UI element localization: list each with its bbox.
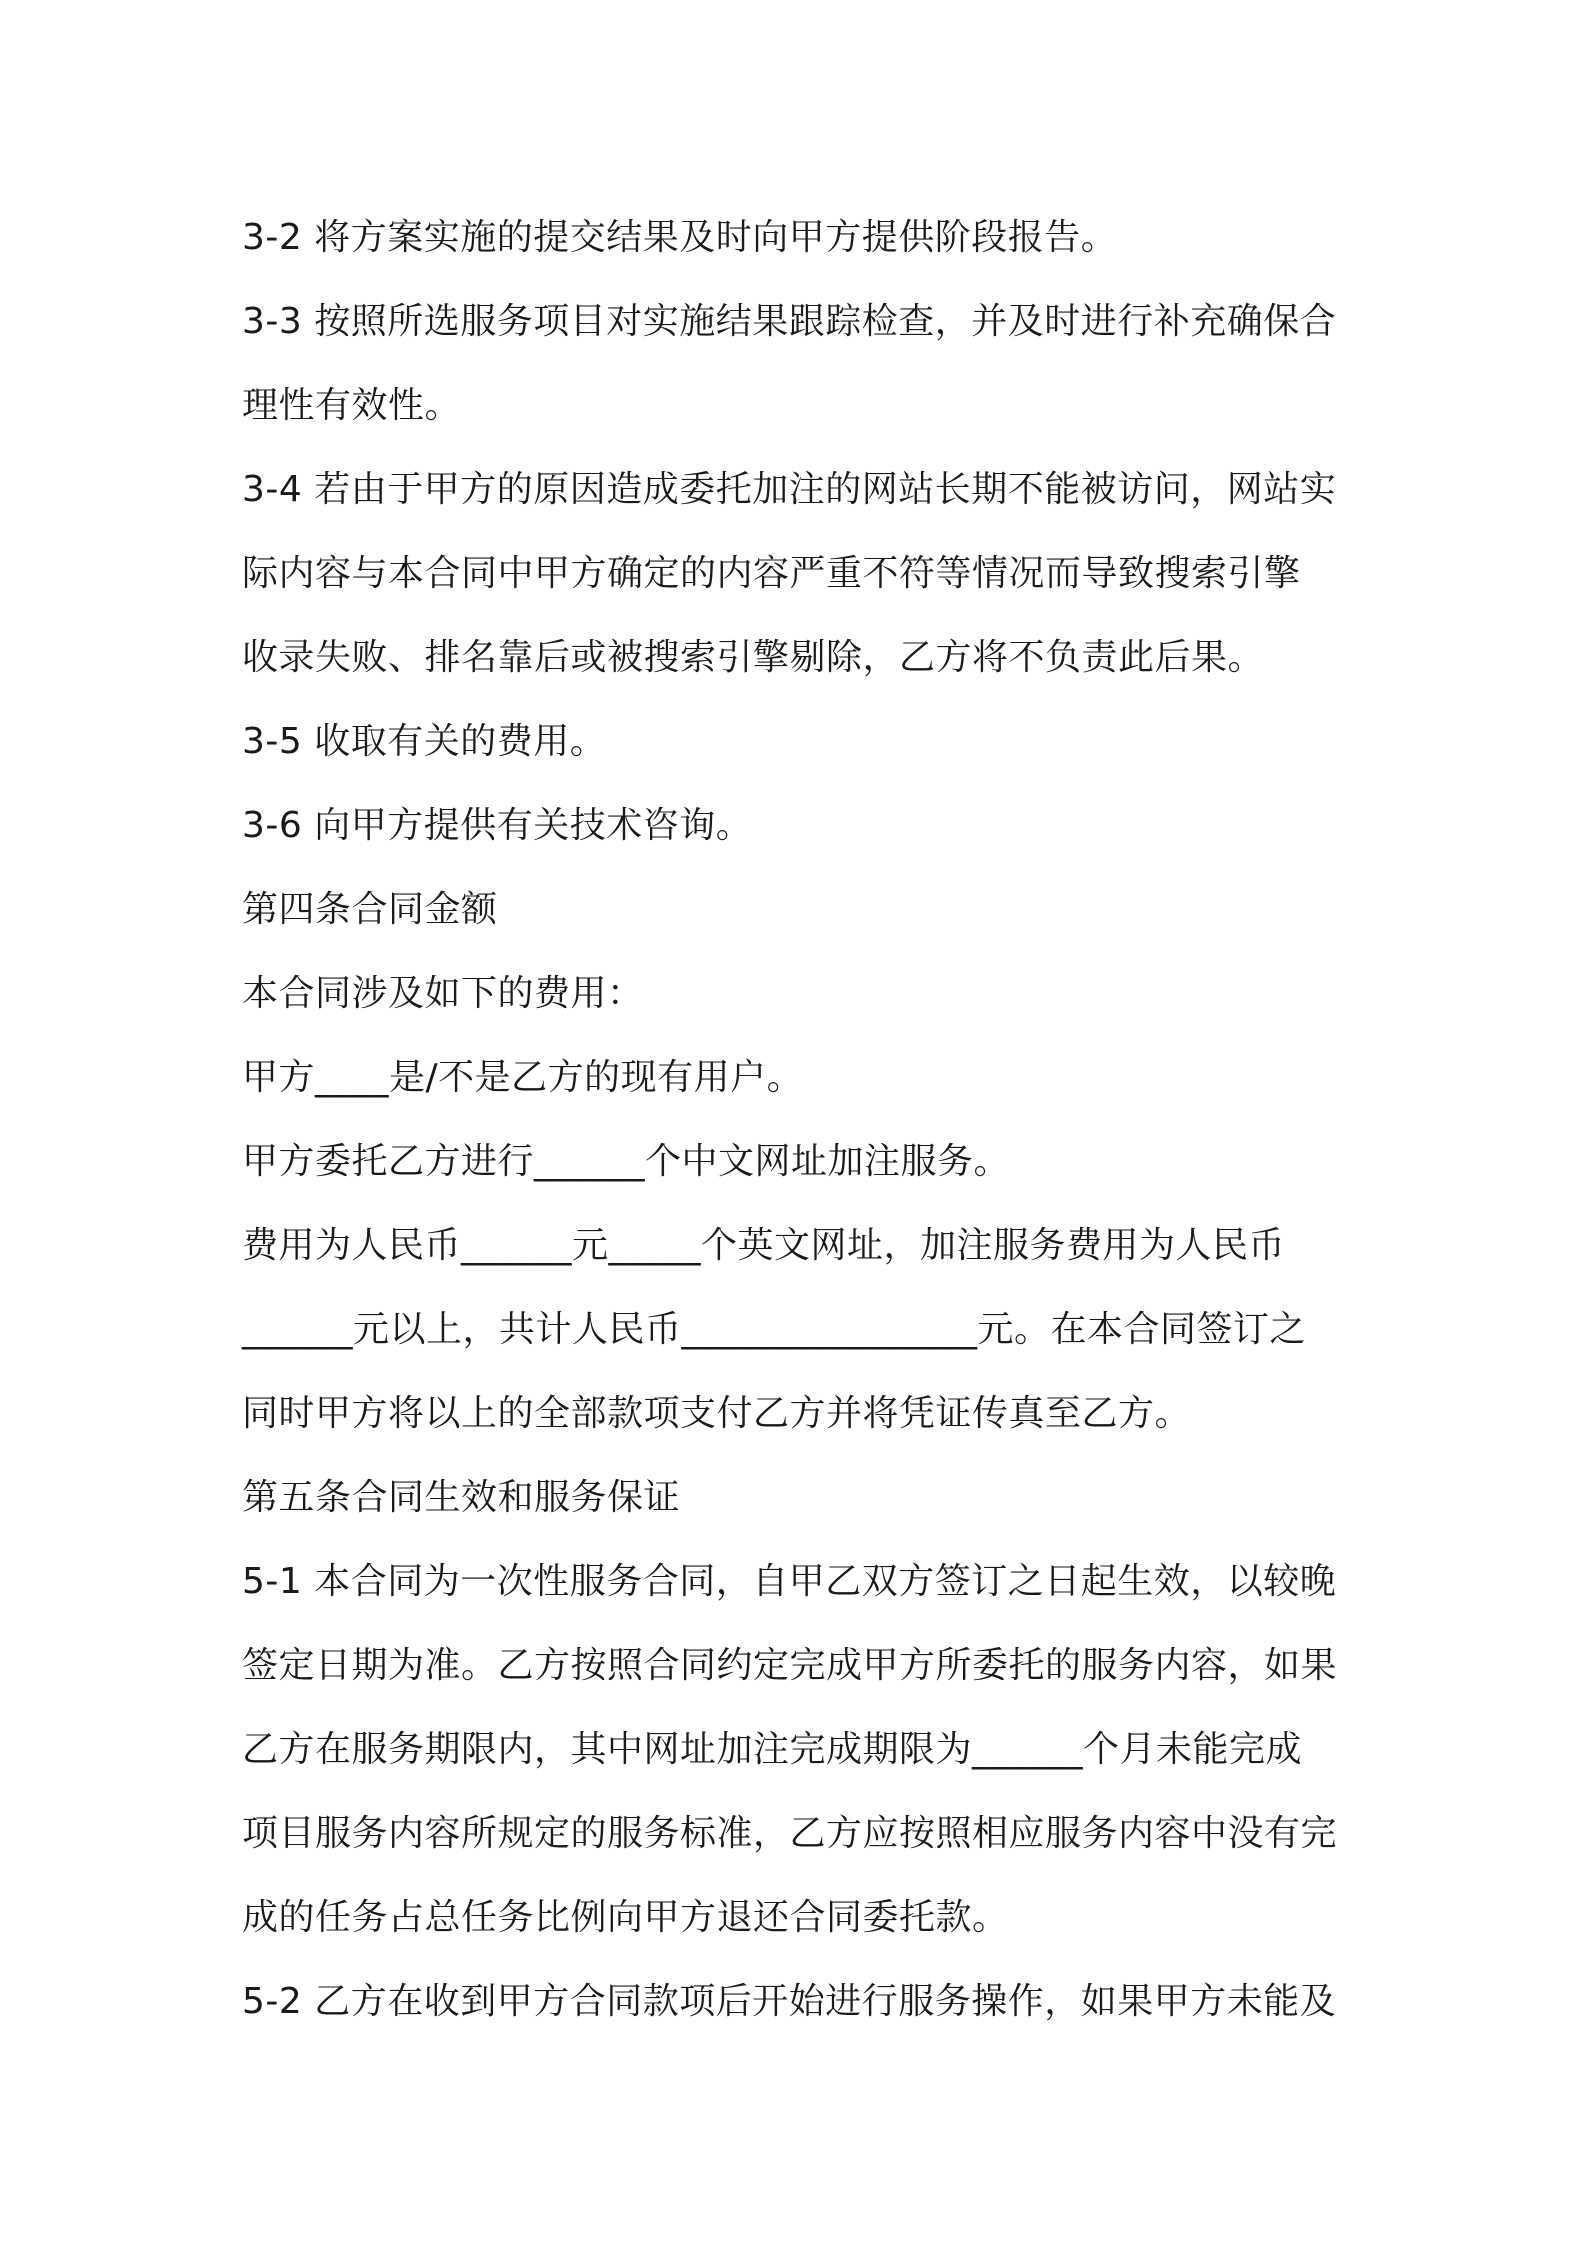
document-body — [242, 196, 1362, 2044]
clause-3-6: 3-6 向甲方提供有关技术咨询。 — [242, 805, 753, 846]
section-heading-5: 第五条合同生效和服务保证 — [242, 1477, 681, 1518]
clause-3-4-cont: 际内容与本合同中甲方确定的内容严重不符等情况而导致搜索引擎 — [242, 553, 1301, 594]
paragraph-fee-amount-cont: ______元以上，共计人民币________________元。在本合同签订之 — [242, 1309, 1307, 1350]
clause-5-1-cont: 乙方在服务期限内，其中网址加注完成期限为______个月未能完成 — [242, 1729, 1303, 1770]
paragraph-chinese-url: 甲方委托乙方进行______个中文网址加注服务。 — [242, 1141, 1011, 1182]
clause-3-4: 3-4 若由于甲方的原因造成委托加注的网站长期不能被访问，网站实 — [242, 469, 1337, 510]
clause-3-4-cont: 收录失败、排名靠后或被搜索引擎剔除，乙方将不负责此后果。 — [242, 637, 1265, 678]
paragraph-fee-amount: 费用为人民币______元_____个英文网址，加注服务费用为人民币 — [242, 1225, 1286, 1266]
clause-5-1: 5-1 本合同为一次性服务合同，自甲乙双方签订之日起生效，以较晚 — [242, 1561, 1337, 1602]
section-heading-4: 第四条合同金额 — [242, 889, 498, 930]
clause-5-1-cont: 成的任务占总任务比例向甲方退还合同委托款。 — [242, 1897, 1009, 1938]
clause-3-3-cont: 理性有效性。 — [242, 385, 462, 426]
paragraph-fee-amount-cont: 同时甲方将以上的全部款项支付乙方并将凭证传真至乙方。 — [242, 1393, 1192, 1434]
paragraph-fees-intro: 本合同涉及如下的费用： — [242, 973, 644, 1014]
clause-5-1-cont: 签定日期为准。乙方按照合同约定完成甲方所委托的服务内容，如果 — [242, 1645, 1338, 1686]
clause-5-1-cont: 项目服务内容所规定的服务标准，乙方应按照相应服务内容中没有完 — [242, 1813, 1338, 1854]
clause-3-3: 3-3 按照所选服务项目对实施结果跟踪检查，并及时进行补充确保合 — [242, 301, 1337, 342]
paragraph-existing-user: 甲方____是/不是乙方的现有用户。 — [242, 1057, 804, 1098]
clause-3-2: 3-2 将方案实施的提交结果及时向甲方提供阶段报告。 — [242, 217, 1118, 258]
clause-3-5: 3-5 收取有关的费用。 — [242, 721, 607, 762]
clause-5-2: 5-2 乙方在收到甲方合同款项后开始进行服务操作，如果甲方未能及 — [242, 1981, 1337, 2022]
